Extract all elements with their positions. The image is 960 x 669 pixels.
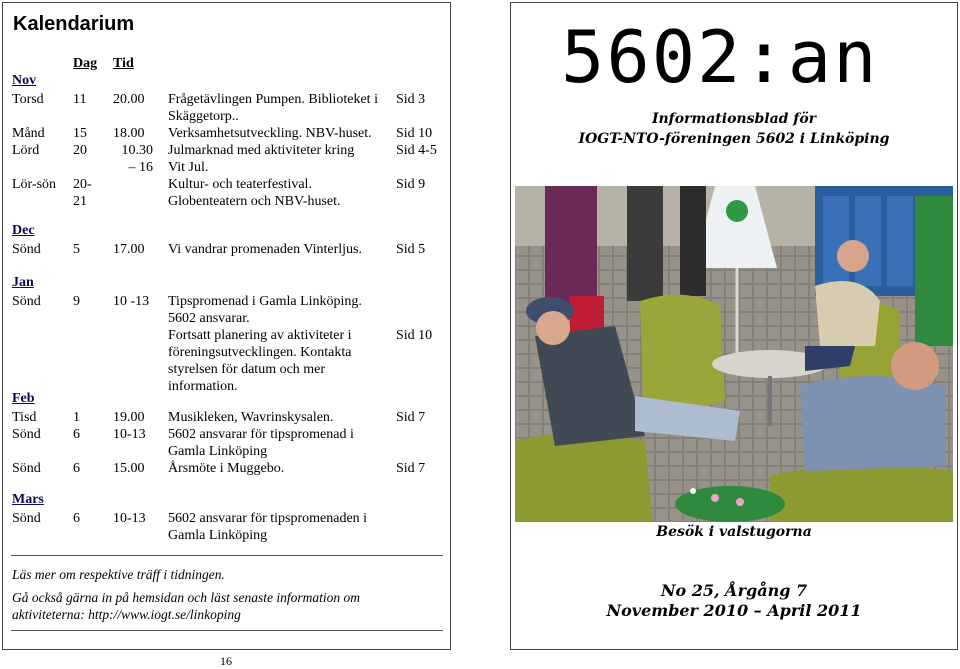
green-chair <box>770 465 953 522</box>
row-time: 10-13 <box>113 511 146 526</box>
row-weekday: Sönd <box>12 242 41 257</box>
row-event: Tipspromenad i Gamla Linköping. 5602 ansvarar. <box>168 294 362 326</box>
issue-number: No 25, Årgång 7 <box>660 581 808 600</box>
green-chair <box>515 434 653 523</box>
row-time: 19.00 <box>113 410 145 425</box>
issue-period: November 2010 – April 2011 <box>606 601 862 620</box>
note-read-more: Läs mer om respektive träff i tidningen. <box>12 567 225 582</box>
row-day: 11 <box>73 92 87 107</box>
month-november: Nov <box>12 73 37 88</box>
row-weekday: Sönd <box>12 427 41 442</box>
row-day: 5 <box>73 242 80 257</box>
row-event: Julmarknad med aktiviteter kring Vit Jul. <box>168 143 355 175</box>
row-weekday: Sönd <box>12 294 41 309</box>
row-event: Kultur- och teaterfestival. Globenteatern och NBV-huset. <box>168 177 341 209</box>
row-event: Vi vandrar promenaden Vinterljus. <box>168 242 363 257</box>
note-website: Gå också gärna in på hemsidan och läst senaste information om aktiviteterna: http://www.iogt.se/linkoping <box>12 590 360 622</box>
row-weekday: Lörd <box>12 143 40 158</box>
row-page-ref: Sid 3 <box>396 92 426 107</box>
row-day: 6 <box>73 511 80 526</box>
row-weekday: Sönd <box>12 461 41 476</box>
row-time: 18.00 <box>113 126 145 141</box>
subtitle-line-1: Informationsblad för <box>651 111 817 127</box>
subtitle-line-2: IOGT-NTO-föreningen 5602 i Linköping <box>578 131 890 147</box>
row-event: Musikleken, Wavrinskysalen. <box>168 410 334 425</box>
column-header-day: Dag <box>73 56 98 71</box>
row-time: 10 -13 <box>113 294 150 309</box>
row-weekday: Månd <box>12 126 45 141</box>
row-event: 5602 ansvarar för tipspromenad i Gamla Linköping <box>168 427 354 459</box>
standing-person <box>627 186 663 301</box>
row-weekday: Lör-sön <box>12 177 57 192</box>
row-time: 10-13 <box>113 427 146 442</box>
row-weekday: Torsd <box>12 92 44 107</box>
row-day: 6 <box>73 427 80 442</box>
row-page-ref: Sid 4-5 <box>396 143 437 158</box>
row-time: 15.00 <box>113 461 145 476</box>
row-day: 20 <box>73 143 87 158</box>
row-event: 5602 ansvarar för tipspromenaden i Gamla Linköping <box>168 511 368 543</box>
month-march: Mars <box>12 492 44 507</box>
row-event: Fortsatt planering av aktiviteter i föreningsutvecklingen. Kontakta styrelsen för datum och mer information. <box>168 328 352 394</box>
green-chair <box>640 295 725 408</box>
row-day: 1 <box>73 410 80 425</box>
row-page-ref: Sid 7 <box>396 461 426 476</box>
month-january: Jan <box>12 275 34 290</box>
row-time: 10.30 – 16 <box>121 143 153 175</box>
divider <box>11 630 443 631</box>
month-february: Feb <box>12 391 35 406</box>
row-page-ref: Sid 7 <box>396 410 426 425</box>
seated-man-right <box>800 376 945 471</box>
green-display <box>915 196 953 346</box>
column-header-time: Tid <box>113 56 134 71</box>
row-page-ref: Sid 10 <box>396 126 433 141</box>
row-day: 6 <box>73 461 80 476</box>
row-time: 20.00 <box>113 92 145 107</box>
row-page-ref: Sid 9 <box>396 177 426 192</box>
month-december: Dec <box>12 223 35 238</box>
row-day: 9 <box>73 294 80 309</box>
cover-page <box>510 2 958 650</box>
newsletter-title: 5602:an <box>561 15 879 99</box>
row-day: 20-21 <box>73 177 92 209</box>
cover-photo <box>515 186 953 522</box>
page-number: 16 <box>220 654 232 668</box>
row-time: 17.00 <box>113 242 145 257</box>
calendar-title: Kalendarium <box>13 13 135 35</box>
clover-logo <box>726 200 748 222</box>
seated-woman <box>815 281 880 346</box>
row-event: Verksamhetsutveckling. NBV-huset. <box>168 126 372 141</box>
photo-caption: Besök i valstugorna <box>656 524 812 540</box>
row-weekday: Sönd <box>12 511 41 526</box>
row-event: Årsmöte i Muggebo. <box>168 461 285 476</box>
row-day: 15 <box>73 126 87 141</box>
divider <box>11 555 443 556</box>
calendar-page <box>2 2 451 650</box>
row-page-ref: Sid 5 <box>396 242 426 257</box>
row-page-ref: Sid 10 <box>396 328 433 343</box>
row-event: Frågetävlingen Pumpen. Biblioteket i Skäggetorp.. <box>168 92 378 124</box>
row-weekday: Tisd <box>12 410 37 425</box>
